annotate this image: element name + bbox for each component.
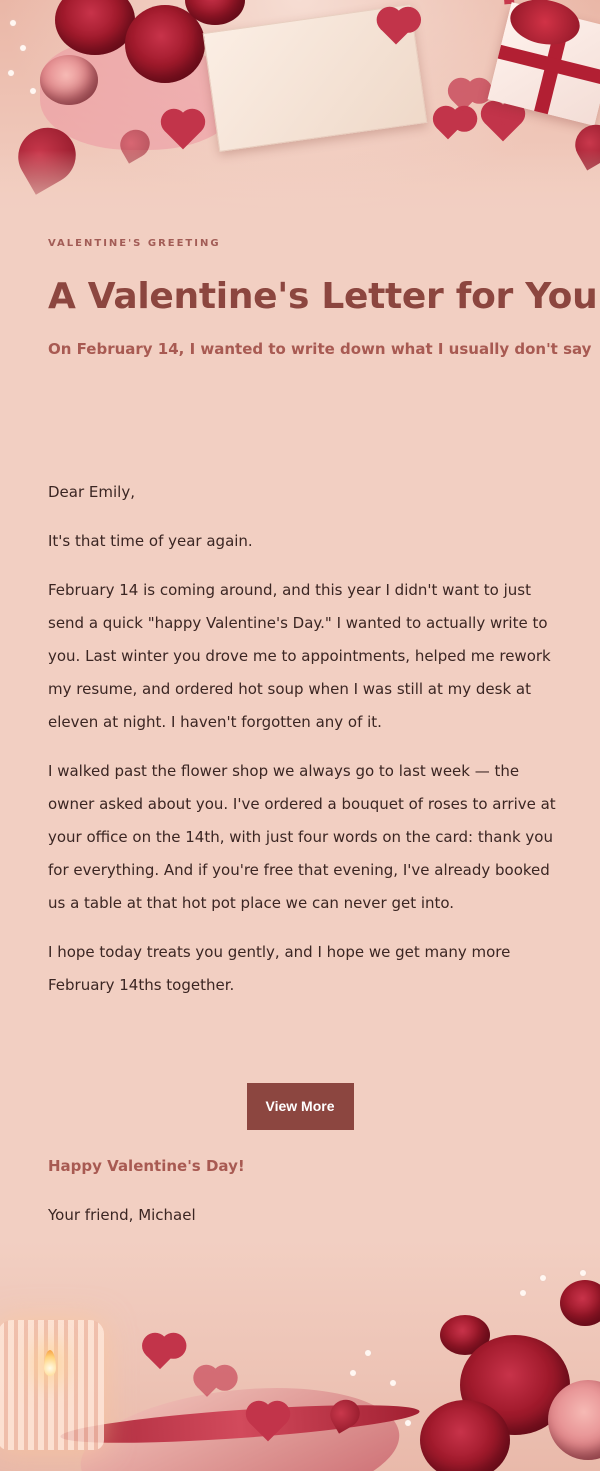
page-subtitle: On February 14, I wanted to write down what I usually don't say <box>48 340 592 358</box>
babys-breath-icon <box>405 1420 411 1426</box>
babys-breath-icon <box>390 1380 396 1386</box>
top-banner-image <box>0 0 600 220</box>
page-title: A Valentine's Letter for You <box>48 276 598 317</box>
bottom-banner-image <box>0 1240 600 1471</box>
view-more-button[interactable]: View More <box>247 1083 354 1130</box>
babys-breath-icon <box>8 70 14 76</box>
heart-icon <box>437 117 460 140</box>
letter-paragraph: I walked past the flower shop we always go to last week — the owner asked about you. I've ordered a bouquet of roses to arrive at your office on the 14th, with just four words on the card: thank you for everything. And if you're free that evening, I've already booked us a table at that hot pot place we can never get into. <box>48 762 556 912</box>
pink-rose-icon <box>40 55 98 105</box>
eyebrow-label: VALENTINE'S GREETING <box>48 238 221 249</box>
heart-icon <box>485 105 522 142</box>
candle-holder-icon <box>0 1320 104 1450</box>
babys-breath-icon <box>580 1270 586 1276</box>
letter-paragraph: It's that time of year again. <box>48 532 253 550</box>
babys-breath-icon <box>30 88 36 94</box>
rose-icon <box>420 1400 510 1471</box>
babys-breath-icon <box>540 1275 546 1281</box>
letter-salutation: Dear Emily, <box>48 483 135 501</box>
cta-container <box>0 1083 600 1130</box>
letter-body <box>48 476 558 1018</box>
letter-paragraph: February 14 is coming around, and this year I didn't want to just send a quick "happy Valentine's Day." I wanted to actually write to you. Last winter you drove me to appointments, helped me rework my resume, and ordered hot soup when I was still at my desk at eleven at night. I haven't forgotten any of it. <box>48 581 551 731</box>
babys-breath-icon <box>10 20 16 26</box>
babys-breath-icon <box>20 45 26 51</box>
babys-breath-icon <box>350 1370 356 1376</box>
signoff-line: Your friend, Michael <box>48 1206 196 1224</box>
babys-breath-icon <box>365 1350 371 1356</box>
closing-line: Happy Valentine's Day! <box>48 1157 245 1175</box>
letter-paragraph: I hope today treats you gently, and I hope we get many more February 14ths together. <box>48 943 511 994</box>
babys-breath-icon <box>520 1290 526 1296</box>
heart-icon <box>146 1341 174 1369</box>
rose-petal-icon <box>568 118 600 171</box>
rose-icon <box>560 1280 600 1326</box>
